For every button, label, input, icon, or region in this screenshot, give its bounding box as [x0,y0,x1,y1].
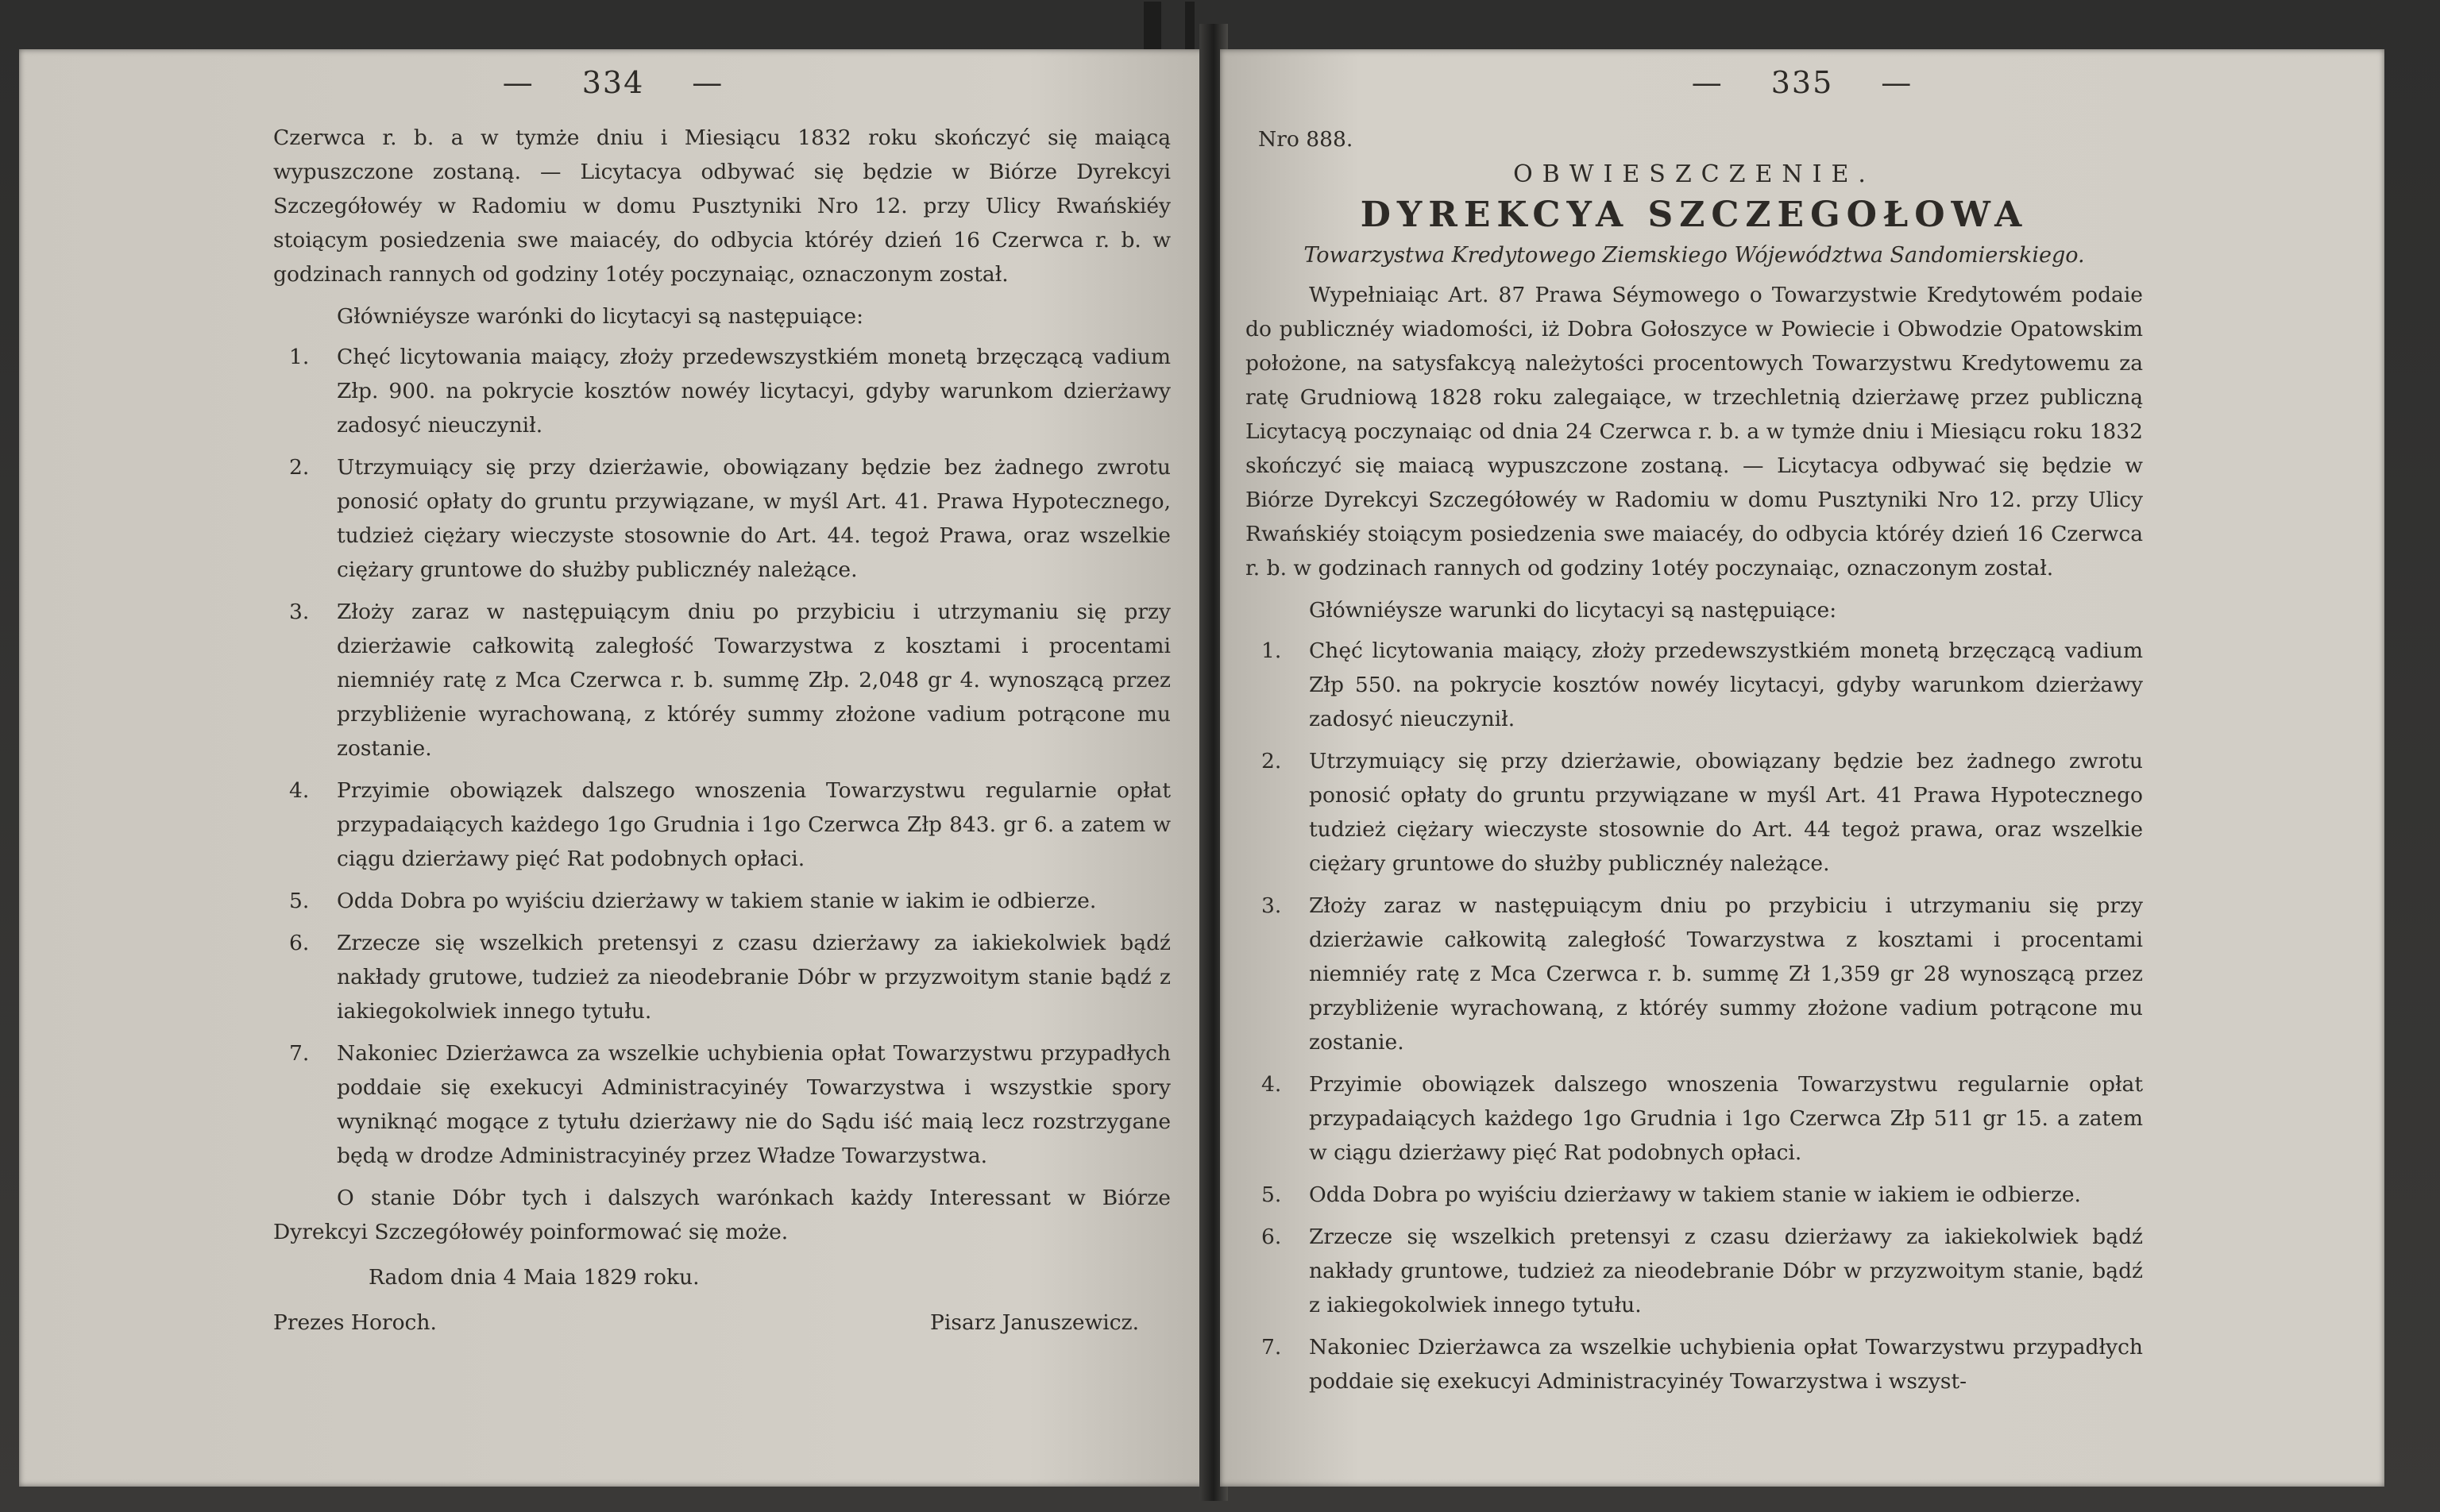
condition-item [1245,634,2143,736]
issuer-title: DYREKCYA SZCZEGOŁOWA [1360,195,2029,235]
condition-item [1245,1220,2143,1322]
condition-text: Utrzymuiący się przy dzierżawie, obowiązany będzie bez żadnego zwrotu ponosić opłaty do gruntu przywiązane w myśl Art. 41 Prawa Hypotecznego tudzież ciężary wieczyste stosownie do Art. 44 tegoż prawa, oraz wszelkie ciężary gruntowe do służby publicznéy należące. [1309,749,2143,876]
condition-text: Nakoniec Dzierżawca za wszelkie uchybienia opłat Towarzystwu przypadłych poddaie się exekucyi Administracyinéy Towarzystwa i wszystkie spory wyniknąć mogące z tytułu dzierżawy nie do Sądu iść maią lecz rozstrzygane będą w drodze Administracyinéy przez Władze Towarzystwa. [337,1041,1171,1168]
page-number: — 335 — [1691,65,1913,100]
notice-title: OBWIESZCZENIE. [1513,160,1875,188]
condition-item [273,884,1171,918]
condition-number: 7. [1261,1335,1282,1360]
condition-number: 3. [289,600,310,624]
condition-text: Odda Dobra po wyiściu dzierżawy w takiem stanie w iakiem ie odbierze. [1309,1182,2081,1207]
condition-text: Chęć licytowania maiący, złoży przedewszystkiém monetą brzęczącą vadium Złp. 900. na pokrycie kosztów nowéy licytacyi, gdyby warunkom dzierżawy zadosyć nieuczynił. [337,345,1171,438]
conditions-list [273,340,1171,1173]
condition-item [273,450,1171,587]
condition-item [273,595,1171,766]
conditions-heading: Główniéysze warunki do licytacyi są następuiące: [1309,598,1837,623]
condition-text: Przyimie obowiązek dalszego wnoszenia Towarzystwu regularnie opłat przypadaiących każdego 1go Grudnia i 1go Czerwca Złp 511 gr 15. a zatem w ciągu dzierżawy pięć Rat podobnych opłaci. [1309,1072,2143,1165]
condition-number: 4. [1261,1072,1282,1097]
condition-text: Złoży zaraz w następuiącym dniu po przybiciu i utrzymaniu się przy dzierżawie całkowitą zaległość Towarzystwa z kosztami i procentami niemniéy ratę z Mca Czerwca r. b. summę Złp. 2,048 gr 4. wynoszącą przez przybliżenie wyrachowaną, z któréy summy złożone vadium potrącone mu zostanie. [337,600,1171,761]
condition-number: 6. [289,931,310,955]
condition-text: Chęć licytowania maiący, złoży przedewszystkiém monetą brzęczącą vadium Złp 550. na pokrycie kosztów nowéy licytacyi, gdyby warunkom dzierżawy zadosyć nieuczynił. [1309,638,2143,731]
condition-item [273,340,1171,442]
right-page [1220,49,2384,1487]
condition-text: Zrzecze się wszelkich pretensyi z czasu dzierżawy za iakiekolwiek bądź nakłady gruntowe, tudzież za nieodebranie Dóbr w przyzwoitym stanie, bądź z iakiegokolwiek innego tytułu. [1309,1225,2143,1317]
condition-item [1245,744,2143,881]
issuer-subtitle: Towarzystwa Kredytowego Ziemskiego Wójewództwa Sandomierskiego. [1303,243,2085,268]
condition-text: Odda Dobra po wyiściu dzierżawy w takiem stanie w iakim ie odbierze. [337,889,1097,913]
condition-item [1245,1330,2143,1398]
page-number: — 334 — [502,65,724,100]
conditions-heading: Główniéysze warónki do licytacyi są następuiące: [337,304,864,329]
left-page [19,49,1207,1487]
condition-number: 4. [289,778,310,803]
signatures [273,1306,1171,1340]
closing-paragraph: O stanie Dóbr tych i dalszych warónkach każdy Interessant w Biórze Dyrekcyi Szczegółowéy poinformować się może. [273,1186,1171,1244]
condition-item [1245,1067,2143,1170]
condition-text: Złoży zaraz w następuiącym dniu po przybiciu i utrzymaniu się przy dzierżawie całkowitą zaległość Towarzystwa z kosztami i procentami niemniéy ratę z Mca Czerwca r. b. summę Zł 1,359 gr 28 wynoszącą przez przybliżenie wyrachowaną, z któréy summy złożone vadium potrącone mu zostanie. [1309,893,2143,1055]
condition-item [1245,889,2143,1059]
condition-number: 1. [1261,638,1282,663]
condition-text: Zrzecze się wszelkich pretensyi z czasu dzierżawy za iakiekolwiek bądź nakłady grutowe, tudzież za nieodebranie Dóbr w przyzwoitym stanie bądź z iakiegokolwiek innego tytułu. [337,931,1171,1024]
condition-number: 5. [289,889,310,913]
signature-president: Prezes Horoch. [273,1310,437,1335]
continuation-paragraph: Czerwca r. b. a w tymże dniu i Miesiącu 1832 roku skończyć się maiącą wypuszczone zostaną. — Licytacya odbywać się będzie w Biórze Dyrekcyi Szczegółowéy w Radomiu w domu Pusztyniki Nro 12. przy Ulicy Rwańskiéy stoiącym posiedzenia swe maiacéy, do odbycia któréy dzień 16 Czerwca r. b. w godzinach rannych od godziny 1otéy poczynaiąc, oznaczonym został. [273,125,1171,287]
conditions-list [1245,634,2143,1398]
right-text-block [1245,122,2143,1406]
condition-item [273,1036,1171,1173]
condition-number: 6. [1261,1225,1282,1249]
date-line: Radom dnia 4 Maia 1829 roku. [369,1265,700,1290]
intro-paragraph: Wypełniaiąc Art. 87 Prawa Séymowego o Towarzystwie Kredytowém podaie do publicznéy wiadomości, iż Dobra Gołoszyce w Powiecie i Obwodzie Opatowskim położone, na satysfakcyą należytości procentowych Towarzystwu Kredytowemu za ratę Grudniową 1828 roku zalegaiące, w trzechletnią dzierżawę przez publiczną Licytacyą poczynaiąc od dnia 24 Czerwca r. b. a w tymże dniu i Miesiącu roku 1832 skończyć się maiacą wypuszczone zostaną. — Licytacya odbywać się będzie w Biórze Dyrekcyi Szczegółowéy w Radomiu w domu Pusztyniki Nro 12. przy Ulicy Rwańskiéy stoiącym posiedzenia swe maiacéy, do odbycia któréy dzień 16 Czerwca r. b. w godzinach rannych od godziny 1otéy poczynaiąc, oznaczonym został. [1245,283,2143,580]
condition-item [1245,1178,2143,1212]
left-text-block [273,121,1171,1340]
condition-text: Nakoniec Dzierżawca za wszelkie uchybienia opłat Towarzystwu przypadłych poddaie się exekucyi Administracyinéy Towarzystwa i wszyst- [1309,1335,2143,1394]
condition-text: Przyimie obowiązek dalszego wnoszenia Towarzystwu regularnie opłat przypadaiących każdego 1go Grudnia i 1go Czerwca Złp 843. gr 6. a zatem w ciągu dzierżawy pięć Rat podobnych opłaci. [337,778,1171,871]
notice-number: Nro 888. [1258,127,1353,152]
condition-item [273,773,1171,876]
condition-number: 5. [1261,1182,1282,1207]
condition-number: 2. [1261,749,1282,773]
condition-number: 3. [1261,893,1282,918]
condition-number: 1. [289,345,310,369]
signature-clerk: Pisarz Januszewicz. [930,1310,1139,1335]
condition-number: 7. [289,1041,310,1066]
condition-number: 2. [289,455,310,480]
condition-text: Utrzymuiący się przy dzierżawie, obowiązany będzie bez żadnego zwrotu ponosić opłaty do gruntu przywiązane, w myśl Art. 41. Prawa Hypotecznego, tudzież ciężary wieczyste stosownie do Art. 44. tegoż Prawa, oraz wszelkie ciężary gruntowe do służby publicznéy należące. [337,455,1171,582]
condition-item [273,926,1171,1028]
